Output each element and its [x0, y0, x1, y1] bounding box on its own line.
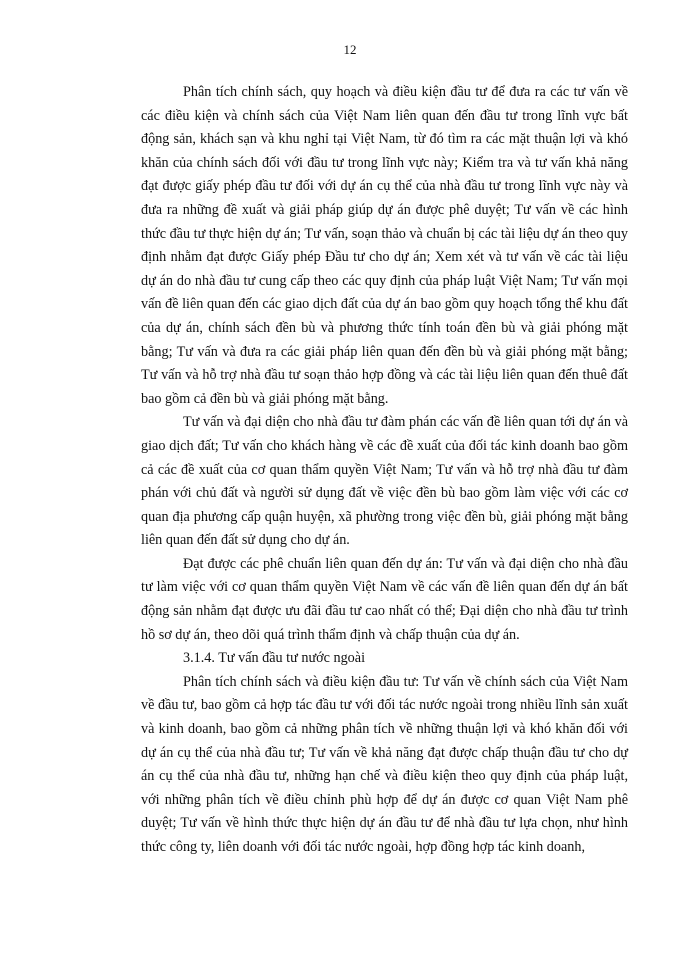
paragraph: Đạt được các phê chuẩn liên quan đến dự án: Tư vấn và đại diện cho nhà đầu tư làm việc với cơ quan thẩm quyền Việt Nam về các vấn đề liên quan đến dự án bất động sản nhằm đạt được ưu đãi đầu tư cao nhất có thể; Đại diện cho nhà đầu tư trình hồ sơ dự án, theo dõi quá trình thẩm định và chấp thuận của dự án.: [141, 555, 628, 643]
page-number: 12: [343, 42, 357, 57]
body-text: [141, 81, 628, 860]
paragraph: Tư vấn và đại diện cho nhà đầu tư đàm phán các vấn đề liên quan tới dự án và giao dịch đất; Tư vấn cho khách hàng về các đề xuất của đối tác kinh doanh bao gồm cả các đề xuất của cơ quan thẩm quyền Việt Nam; Tư vấn và hỗ trợ nhà đầu tư đàm phán với chủ đất và người sử dụng đất về việc đền bù bao gồm làm việc với các cơ quan địa phương cấp quận huyện, xã phường trong việc đền bù, giải phóng mặt bằng liên quan đến đất sử dụng cho dự án.: [141, 414, 628, 549]
paragraph: Phân tích chính sách, quy hoạch và điều kiện đầu tư để đưa ra các tư vấn về các điều kiện và chính sách của Việt Nam liên quan đến đầu tư trong lĩnh vực bất động sản, khách sạn và khu nghỉ tại Việt Nam, từ đó tìm ra các mặt thuận lợi và khó khăn của chính sách đối với đầu tư trong lĩnh vực này; Kiểm tra và tư vấn khả năng đạt được giấy phép đầu tư đối với dự án cụ thể của nhà đầu tư trong lĩnh vực này và đưa ra những đề xuất và giải pháp giúp dự án được phê duyệt; Tư vấn về các hình thức đầu tư thực hiện dự án; Tư vấn, soạn thảo và chuẩn bị các tài liệu dự án theo quy định nhằm đạt được Giấy phép Đầu tư cho dự án; Xem xét và tư vấn về các tài liệu dự án do nhà đầu tư cung cấp theo các quy định của pháp luật Việt Nam; Tư vấn mọi vấn đề liên quan đến các giao dịch đất của dự án bao gồm quy hoạch tổng thể khu đất của dự án, chính sách đền bù và phương thức tính toán đền bù và giải phóng mặt bằng; Tư vấn và đưa ra các giải pháp liên quan đến đền bù và giải phóng mặt bằng; Tư vấn và hỗ trợ nhà đầu tư soạn thảo hợp đồng và các tài liệu liên quan đến thuê đất bao gồm cả đền bù và giải phóng mặt bằng.: [141, 84, 628, 407]
section-heading: 3.1.4. Tư vấn đầu tư nước ngoài: [183, 650, 366, 667]
paragraph: Phân tích chính sách và điều kiện đầu tư: Tư vấn về chính sách của Việt Nam về đầu tư, bao gồm cả hợp tác đầu tư với đối tác nước ngoài trong nhiều lĩnh sản xuất và kinh doanh, bao gồm cả những phân tích về những thuận lợi và khó khăn đối với dự án cụ thể của nhà đầu tư; Tư vấn về khả năng đạt được chấp thuận đầu tư cho dự án cụ thể của nhà đầu tư, những hạn chế và điều kiện theo quy định của pháp luật, với những phân tích về điều chỉnh phù hợp để dự án được cơ quan Việt Nam phê duyệt; Tư vấn về hình thức thực hiện dự án đầu tư để nhà đầu tư lựa chọn, như hình thức công ty, liên doanh với đối tác nước ngoài, hợp đồng hợp tác kinh doanh,: [141, 673, 628, 855]
